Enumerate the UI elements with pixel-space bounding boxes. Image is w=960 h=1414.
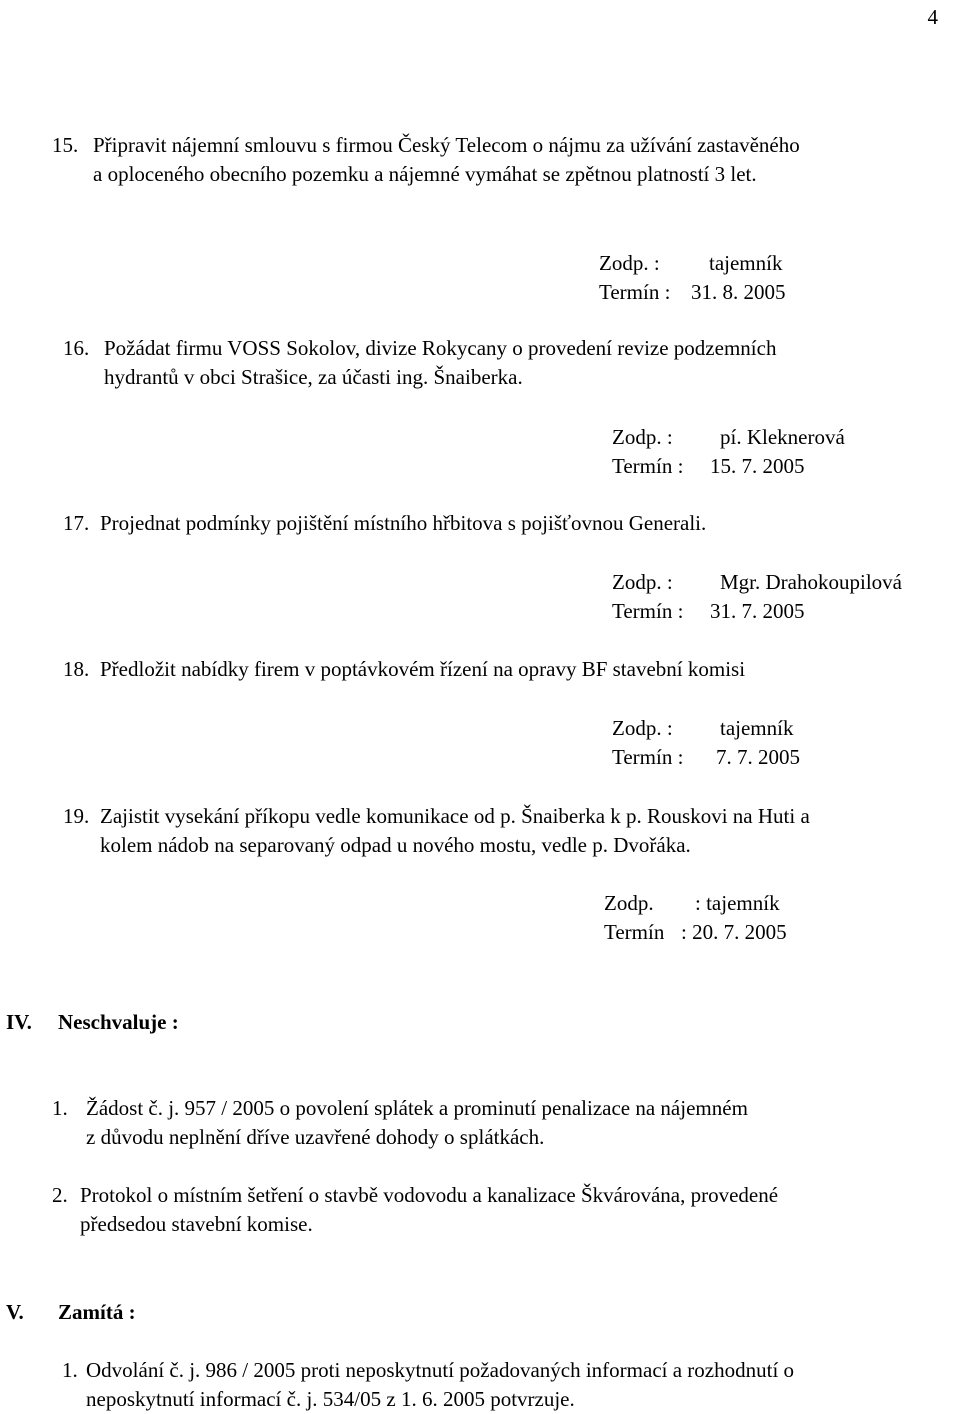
responsible-label: Zodp. : bbox=[612, 716, 673, 740]
deadline-row bbox=[612, 452, 805, 481]
section-roman-numeral: IV. bbox=[6, 1010, 32, 1034]
responsible-row bbox=[599, 249, 782, 278]
deadline-row bbox=[604, 918, 787, 947]
deadline-row bbox=[612, 743, 800, 772]
item-text-line: a oploceného obecního pozemku a nájemné vymáhat se zpětnou platností 3 let. bbox=[93, 162, 757, 186]
deadline-value: : 20. 7. 2005 bbox=[681, 920, 787, 944]
item-number: 19. bbox=[63, 804, 90, 828]
item-text-line: Protokol o místním šetření o stavbě vodovodu a kanalizace Škvárována, provedené bbox=[80, 1183, 779, 1207]
responsible-row bbox=[612, 423, 845, 452]
deadline-value: 15. 7. 2005 bbox=[710, 454, 805, 478]
deadline-label: Termín : bbox=[612, 599, 684, 623]
item-text-line: Odvolání č. j. 986 / 2005 proti neposkytnutí požadovaných informací a rozhodnutí o bbox=[86, 1358, 795, 1382]
item-number: 18. bbox=[63, 657, 90, 681]
responsible-row bbox=[604, 889, 780, 918]
item-number: 17. bbox=[63, 511, 90, 535]
item-number: 15. bbox=[52, 133, 79, 157]
deadline-label: Termín : bbox=[599, 280, 671, 304]
item-text-line: z důvodu neplnění dříve uzavřené dohody o splátkách. bbox=[86, 1125, 545, 1149]
section-title: Zamítá : bbox=[58, 1300, 136, 1324]
responsible-label: Zodp. : bbox=[612, 425, 673, 449]
responsible-value: Mgr. Drahokoupilová bbox=[720, 570, 902, 594]
responsible-value: pí. Kleknerová bbox=[720, 425, 845, 449]
item-text-line: Požádat firmu VOSS Sokolov, divize Rokycany o provedení revize podzemních bbox=[104, 336, 777, 360]
deadline-value: 7. 7. 2005 bbox=[716, 745, 800, 769]
item-number: 1. bbox=[62, 1358, 78, 1382]
responsible-value: : tajemník bbox=[695, 891, 780, 915]
responsible-value: tajemník bbox=[720, 716, 794, 740]
page-number: 4 bbox=[927, 5, 938, 29]
item-text-line: Zajistit vysekání příkopu vedle komunikace od p. Šnaiberka k p. Rouskovi na Huti a bbox=[100, 804, 810, 828]
deadline-row bbox=[599, 278, 786, 307]
item-number: 1. bbox=[52, 1096, 68, 1120]
item-number: 2. bbox=[52, 1183, 68, 1207]
deadline-label: Termín bbox=[604, 920, 665, 944]
responsible-label: Zodp. : bbox=[599, 251, 660, 275]
item-text-line: hydrantů v obci Strašice, za účasti ing. Šnaiberka. bbox=[104, 365, 523, 389]
item-text-line: Předložit nabídky firem v poptávkovém řízení na opravy BF stavební komisi bbox=[100, 657, 746, 681]
item-text-line: Připravit nájemní smlouvu s firmou Český Telecom o nájmu za užívání zastavěného bbox=[93, 133, 800, 157]
deadline-value: 31. 8. 2005 bbox=[691, 280, 786, 304]
item-number: 16. bbox=[63, 336, 90, 360]
item-text-line: neposkytnutí informací č. j. 534/05 z 1. 6. 2005 potvrzuje. bbox=[86, 1387, 575, 1411]
deadline-label: Termín : bbox=[612, 745, 684, 769]
section-roman-numeral: V. bbox=[6, 1300, 24, 1324]
responsible-row bbox=[612, 568, 902, 597]
responsible-value: tajemník bbox=[709, 251, 783, 275]
responsible-label: Zodp. bbox=[604, 891, 654, 915]
deadline-value: 31. 7. 2005 bbox=[710, 599, 805, 623]
section-heading-v bbox=[6, 1298, 136, 1327]
item-text-line: předsedou stavební komise. bbox=[80, 1212, 313, 1236]
item-text-line: Žádost č. j. 957 / 2005 o povolení splátek a prominutí penalizace na nájemném bbox=[86, 1096, 748, 1120]
deadline-row bbox=[612, 597, 805, 626]
section-heading-iv bbox=[6, 1008, 179, 1037]
item-text-line: kolem nádob na separovaný odpad u nového mostu, vedle p. Dvořáka. bbox=[100, 833, 691, 857]
responsible-row bbox=[612, 714, 793, 743]
deadline-label: Termín : bbox=[612, 454, 684, 478]
item-text-line: Projednat podmínky pojištění místního hřbitova s pojišťovnou Generali. bbox=[100, 511, 707, 535]
section-title: Neschvaluje : bbox=[58, 1010, 179, 1034]
responsible-label: Zodp. : bbox=[612, 570, 673, 594]
